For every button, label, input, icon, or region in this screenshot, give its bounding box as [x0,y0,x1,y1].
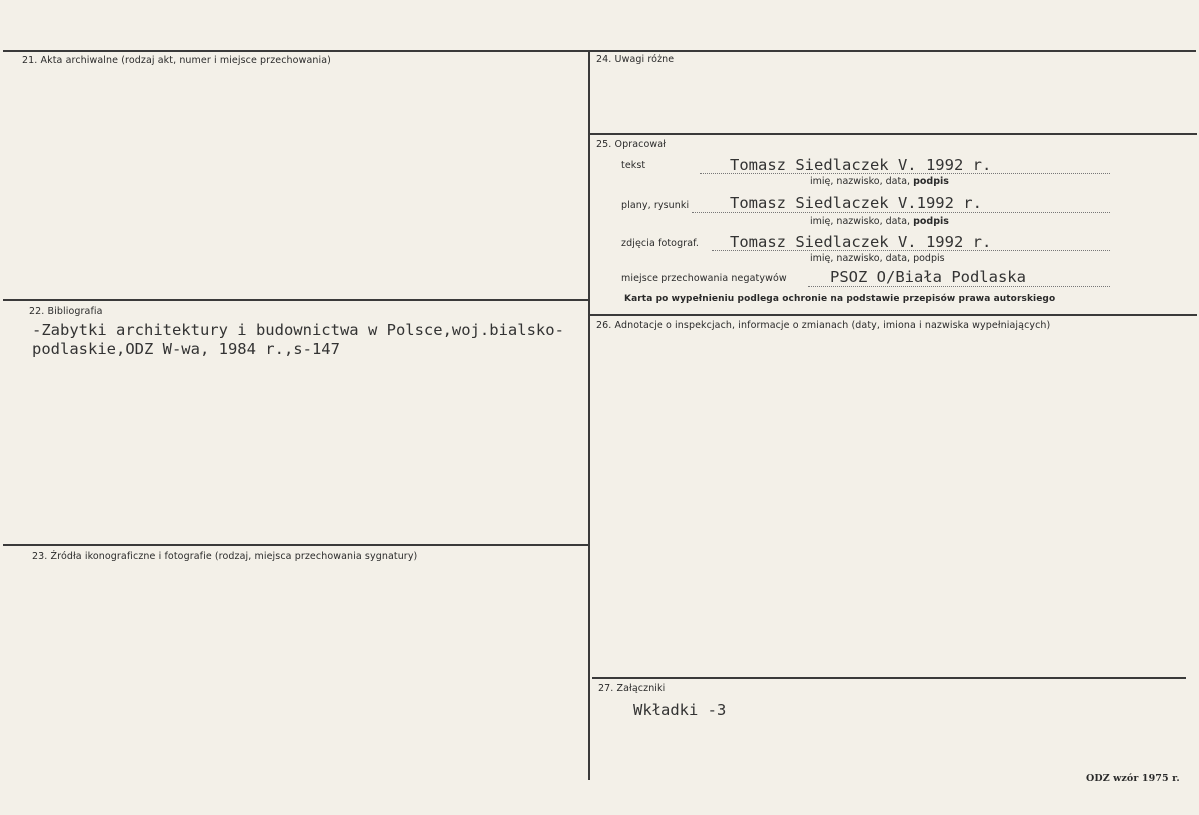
section-21-heading: 21. Akta archiwalne (rodzaj akt, numer i miejsce przechowania) [22,55,331,66]
plany-caption: imię, nazwisko, data, podpis [810,216,949,227]
divider-24-25 [589,133,1197,135]
section-23-text: Źródła ikonograficzne i fotografie (rodzaj, miejsca przechowania sygnatury) [50,551,418,562]
divider-26-27 [592,677,1186,679]
negatives-dotted-line [808,286,1110,287]
negatives-location-value: PSOZ O/Biała Podlaska [830,268,1026,286]
form-code: ODZ wzór 1975 r. [1086,773,1180,784]
tekst-caption: imię, nazwisko, data, podpis [810,176,949,187]
divider-25-26 [589,314,1197,316]
top-border-line [3,50,1196,52]
plany-dotted-line [692,212,1110,213]
divider-21-22 [3,299,589,301]
divider-22-23 [3,544,589,546]
attachments-value: Wkładki -3 [633,701,727,719]
section-23-number: 23. [32,551,48,562]
zdjecia-caption: imię, nazwisko, data, podpis [810,253,945,264]
tekst-value: Tomasz Siedlaczek V. 1992 r. [730,156,992,174]
section-23-heading [32,551,417,562]
negatives-location-label: miejsce przechowania negatywów [621,273,787,284]
bibliography-line-2: podlaskie,ODZ W-wa, 1984 r.,s-147 [32,340,340,358]
bibliography-line-1: -Zabytki architektury i budownictwa w Polsce,woj.bialsko- [32,321,564,339]
plany-value: Tomasz Siedlaczek V.1992 r. [730,194,982,212]
plany-label: plany, rysunki [621,200,690,211]
zdjecia-label: zdjęcia fotograf. [621,238,700,249]
section-25-heading: 25. Opracował [596,139,666,150]
section-24-heading: 24. Uwagi różne [596,54,675,65]
tekst-label: tekst [621,160,646,171]
section-27-heading: 27. Załączniki [598,683,666,694]
section-26-heading: 26. Adnotacje o inspekcjach, informacje o zmianach (daty, imiona i nazwiska wypełniających) [596,320,1051,331]
zdjecia-value: Tomasz Siedlaczek V. 1992 r. [730,233,992,251]
center-divider [588,50,590,780]
copyright-note: Karta po wypełnieniu podlega ochronie na podstawie przepisów prawa autorskiego [624,294,1056,304]
section-22-heading: 22. Bibliografia [29,306,103,317]
